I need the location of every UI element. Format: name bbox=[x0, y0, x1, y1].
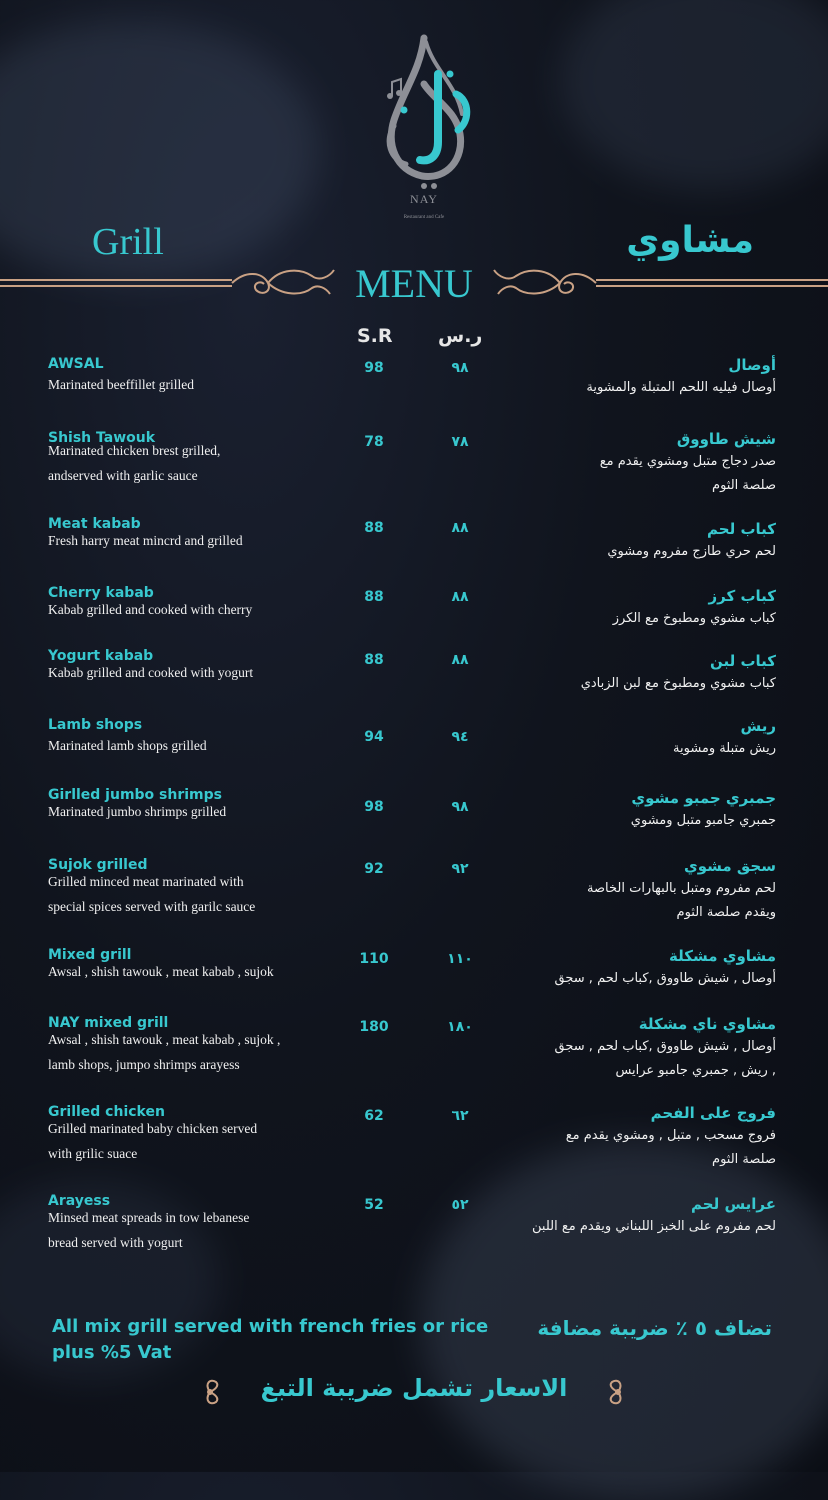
item-description-en: Awsal , shish tawouk , meat kabab , sujok bbox=[48, 964, 274, 979]
item-description-en: Awsal , shish tawouk , meat kabab , sujok , lamb shops, jumpo shrimps arayess bbox=[48, 1032, 281, 1072]
item-name-en: Meat kabab bbox=[48, 516, 141, 532]
item-description-ar: أوصال , شيش طاووق ,كباب لحم , سجق , ريش , جمبري جامبو عرايس bbox=[554, 1039, 776, 1078]
item-name-en: Girlled jumbo shrimps bbox=[48, 787, 222, 803]
item-name-ar: أوصال bbox=[728, 356, 776, 374]
item-description-ar: كباب مشوي ومطبوخ مع الكرز bbox=[612, 611, 776, 626]
item-name-ar: جمبري جمبو مشوي bbox=[631, 789, 776, 807]
item-name-en: Yogurt kabab bbox=[48, 648, 154, 664]
item-price-ar: ٩٨ bbox=[451, 799, 469, 815]
item-price-en: 94 bbox=[364, 729, 384, 745]
item-price-en: 92 bbox=[364, 861, 384, 877]
item-price-en: 98 bbox=[364, 360, 384, 376]
item-description-en: Kabab grilled and cooked with yogurt bbox=[48, 665, 254, 680]
nay-logo bbox=[364, 30, 484, 210]
item-price-ar: ٩٢ bbox=[451, 861, 469, 877]
item-name-ar: عرايس لحم bbox=[691, 1195, 776, 1213]
item-description-ar: أوصال فيليه اللحم المتبلة والمشوية bbox=[586, 380, 776, 395]
item-price-en: 88 bbox=[364, 589, 384, 605]
item-description-ar: صدر دجاج متبل ومشوي يقدم مع صلصة الثوم bbox=[599, 454, 776, 493]
item-price-ar: ٨٨ bbox=[451, 589, 469, 605]
item-name-ar: سجق مشوي bbox=[683, 857, 776, 875]
item-name-ar: مشاوي مشكلة bbox=[669, 947, 776, 965]
item-price-ar: ١١٠ bbox=[447, 951, 473, 967]
item-price-en: 88 bbox=[364, 520, 384, 536]
item-name-ar: كباب لحم bbox=[707, 520, 776, 538]
item-name-en: Sujok grilled bbox=[48, 857, 148, 873]
menu-title: MENU bbox=[355, 261, 473, 306]
item-description-en: Marinated beeffillet grilled bbox=[48, 377, 194, 392]
item-description-en: Marinated lamb shops grilled bbox=[48, 738, 207, 753]
item-name-ar: شيش طاووق bbox=[676, 430, 776, 448]
item-price-en: 62 bbox=[364, 1108, 384, 1124]
item-price-en: 180 bbox=[359, 1019, 389, 1035]
item-description-ar: لحم حري طازج مفروم ومشوي bbox=[607, 544, 776, 559]
item-description-ar: لحم مفروم ومتبل بالبهارات الخاصة ويقدم صلصة الثوم bbox=[587, 881, 776, 920]
section-title-ar: مشاوي bbox=[626, 220, 754, 261]
item-name-ar: مشاوي ناي مشكلة bbox=[638, 1015, 776, 1033]
background-smoke bbox=[560, 0, 828, 190]
item-price-ar: ٥٢ bbox=[451, 1197, 469, 1213]
footer-note-en: All mix grill served with french fries or rice plus %5 Vat bbox=[52, 1316, 489, 1363]
item-name-en: NAY mixed grill bbox=[48, 1015, 169, 1031]
item-name-ar: كباب كرز bbox=[708, 587, 776, 605]
item-price-en: 110 bbox=[359, 951, 389, 967]
footer-vat-note-ar: تضاف ٥ ٪ ضريبة مضافة bbox=[537, 1316, 772, 1340]
item-price-ar: ٨٨ bbox=[451, 652, 469, 668]
item-name-en: Lamb shops bbox=[48, 717, 143, 733]
item-name-ar: كباب لبن bbox=[709, 652, 776, 670]
item-name-ar: فروج على الفحم bbox=[650, 1104, 776, 1122]
item-description-en: Kabab grilled and cooked with cherry bbox=[48, 602, 253, 617]
item-description-ar: أوصال , شيش طاووق ,كباب لحم , سجق bbox=[554, 971, 776, 986]
item-name-en: Grilled chicken bbox=[48, 1104, 165, 1120]
item-price-ar: ٦٢ bbox=[451, 1108, 469, 1124]
item-name-en: Mixed grill bbox=[48, 947, 132, 963]
price-column-header-en: S.R bbox=[357, 325, 393, 347]
item-price-en: 78 bbox=[364, 434, 384, 450]
item-name-en: AWSAL bbox=[48, 356, 104, 372]
item-description-en: Grilled marinated baby chicken served with grilic suace bbox=[48, 1121, 258, 1161]
item-description-ar: جمبري جامبو متبل ومشوي bbox=[630, 813, 776, 828]
item-price-en: 98 bbox=[364, 799, 384, 815]
item-description-ar: فروج مسحب , متبل , ومشوي يقدم مع صلصة الثوم bbox=[565, 1128, 776, 1167]
item-price-ar: ٨٨ bbox=[451, 520, 469, 536]
item-price-en: 52 bbox=[364, 1197, 384, 1213]
item-description-ar: كباب مشوي ومطبوخ مع لبن الزبادي bbox=[580, 676, 776, 691]
item-price-ar: ١٨٠ bbox=[447, 1019, 473, 1035]
item-description-ar: ريش متبلة ومشوية bbox=[673, 741, 776, 756]
item-description-en: Fresh harry meat mincrd and grilled bbox=[48, 533, 243, 548]
item-price-ar: ٩٤ bbox=[451, 729, 469, 745]
item-name-ar: ريش bbox=[740, 717, 776, 735]
item-price-en: 88 bbox=[364, 652, 384, 668]
item-description-en: Minsed meat spreads in tow lebanese bread served with yogurt bbox=[48, 1210, 250, 1250]
item-description-en: Marinated chicken brest grilled, andserved with garlic sauce bbox=[48, 443, 221, 483]
tobacco-tax-note: الاسعار تشمل ضريبة التبغ bbox=[260, 1374, 568, 1402]
item-name-en: Cherry kabab bbox=[48, 585, 154, 601]
item-description-ar: لحم مفروم على الخبز اللبناني ويقدم مع اللبن bbox=[532, 1219, 776, 1234]
item-description-en: Marinated jumbo shrimps grilled bbox=[48, 804, 227, 819]
price-column-header-ar: ر.س bbox=[438, 325, 483, 347]
brand-name: NAY Restaurant and Cafe bbox=[403, 192, 445, 220]
item-name-en: Arayess bbox=[48, 1193, 111, 1209]
item-description-en: Grilled minced meat marinated with special spices served with garilc sauce bbox=[48, 874, 256, 914]
item-name-en: Shish Tawouk bbox=[48, 430, 156, 446]
item-price-ar: ٩٨ bbox=[451, 360, 469, 376]
item-price-ar: ٧٨ bbox=[451, 434, 469, 450]
section-title-en: Grill bbox=[92, 221, 164, 263]
